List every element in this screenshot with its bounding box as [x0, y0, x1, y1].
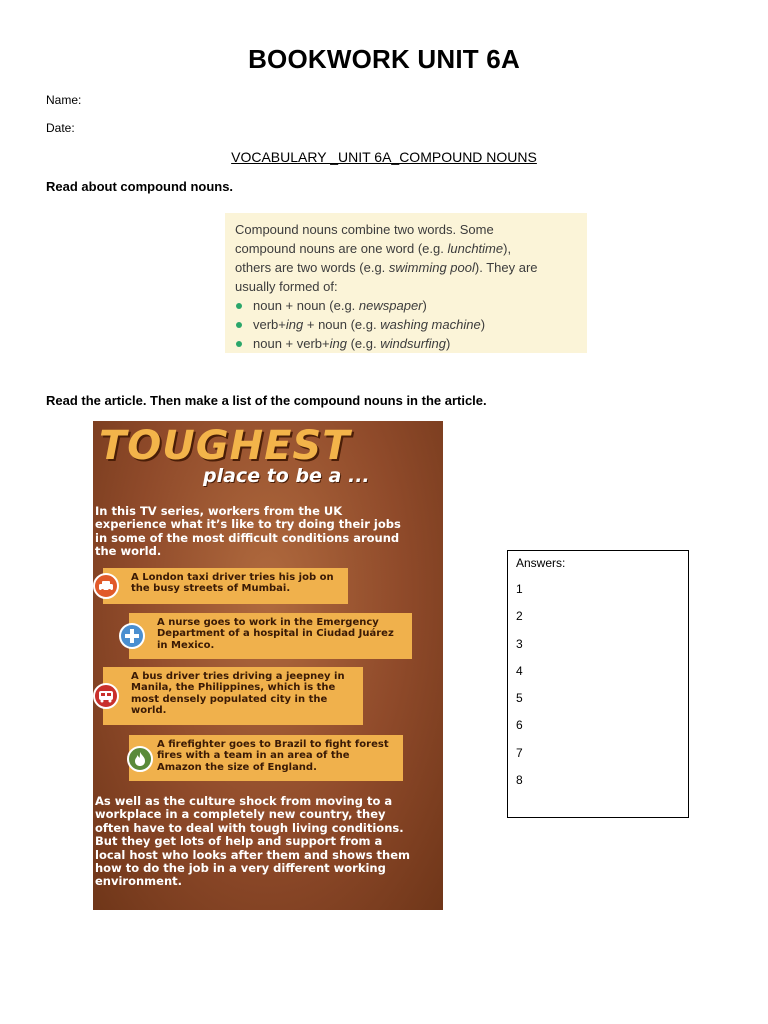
instruction-read-compound-nouns: Read about compound nouns.	[46, 179, 234, 194]
answer-line[interactable]: 7	[516, 745, 523, 760]
info-intro-text: ),	[503, 241, 512, 256]
formation-item	[235, 296, 577, 315]
example-lunchtime: lunchtime	[447, 241, 504, 256]
article-subtitle: place to be a ...	[203, 465, 370, 487]
bullet-icon	[236, 303, 242, 309]
answers-label: Answers:	[516, 556, 566, 570]
fire-icon	[127, 746, 153, 772]
answer-line[interactable]: 8	[516, 773, 523, 788]
example-swimming-pool: swimming pool	[388, 260, 475, 275]
info-intro-text: usually formed of:	[235, 279, 338, 294]
article-item-taxi-driver: A London taxi driver tries his job on the busy streets of Mumbai.	[103, 568, 348, 604]
taxi-icon	[93, 573, 119, 599]
answer-line[interactable]: 3	[516, 636, 523, 651]
answers-list	[516, 582, 680, 800]
info-intro-text: compound nouns are one word (e.g.	[235, 241, 448, 256]
formation-text: )	[480, 317, 486, 332]
answer-line[interactable]: 5	[516, 691, 523, 706]
formation-text: noun + noun (e.g.	[253, 298, 359, 313]
answers-box	[507, 550, 689, 818]
answer-line[interactable]: 2	[516, 609, 523, 624]
answer-line[interactable]: 1	[516, 582, 523, 596]
info-intro-text: others are two words (e.g.	[235, 260, 389, 275]
formation-text: noun + verb+	[253, 336, 330, 351]
instruction-read-article: Read the article. Then make a list of the compound nouns in the article.	[46, 393, 487, 408]
info-intro-text: ). They are	[474, 260, 538, 275]
formation-text: verb+	[253, 317, 286, 332]
page-title: BOOKWORK UNIT 6A	[248, 44, 520, 74]
article-item-firefighter: A firefighter goes to Brazil to fight forest fires with a team in an area of the Amazon the size of England.	[129, 735, 403, 781]
article-item-bus-driver: A bus driver tries driving a jeepney in Manila, the Philippines, which is the most densely populated city in the world.	[103, 667, 363, 725]
example-windsurfing: windsurfing	[380, 336, 446, 351]
bullet-icon	[236, 322, 242, 328]
vocabulary-heading: VOCABULARY _UNIT 6A_COMPOUND NOUNS	[231, 149, 537, 165]
compound-nouns-info-box	[225, 213, 587, 353]
bus-icon	[93, 683, 119, 709]
formation-list	[235, 296, 577, 353]
formation-item	[235, 315, 577, 334]
article-outro: As well as the culture shock from moving to a workplace in a completely new country, they often have to deal with tough living conditions. But they get lots of help and support from a local host who looks after them and shows them how to do the job in a very different working environment.	[95, 794, 411, 889]
name-label: Name:	[46, 93, 82, 107]
formation-ing: ing	[285, 317, 304, 332]
formation-text: )	[422, 298, 427, 313]
date-label: Date:	[46, 121, 75, 135]
info-intro-line-1: Compound nouns combine two words. Some	[235, 222, 494, 237]
formation-ing: ing	[329, 336, 347, 351]
bullet-icon	[236, 341, 242, 347]
example-newspaper: newspaper	[358, 298, 423, 313]
example-washing-machine: washing machine	[380, 317, 481, 332]
medical-cross-icon	[119, 623, 145, 649]
formation-item	[235, 334, 577, 353]
article-title: TOUGHEST	[99, 423, 351, 469]
formation-text: + noun (e.g.	[303, 317, 381, 332]
article-item-nurse: A nurse goes to work in the Emergency Department of a hospital in Ciudad Juárez in Mexico.	[129, 613, 412, 659]
article-image	[93, 421, 443, 910]
info-intro	[235, 220, 577, 296]
formation-text: (e.g.	[346, 336, 381, 351]
formation-text: )	[446, 336, 451, 351]
answer-line[interactable]: 6	[516, 718, 523, 733]
answer-line[interactable]: 4	[516, 663, 523, 678]
article-intro: In this TV series, workers from the UK experience what it’s like to try doing their jobs in some of the most difficult conditions around the world.	[95, 504, 401, 559]
